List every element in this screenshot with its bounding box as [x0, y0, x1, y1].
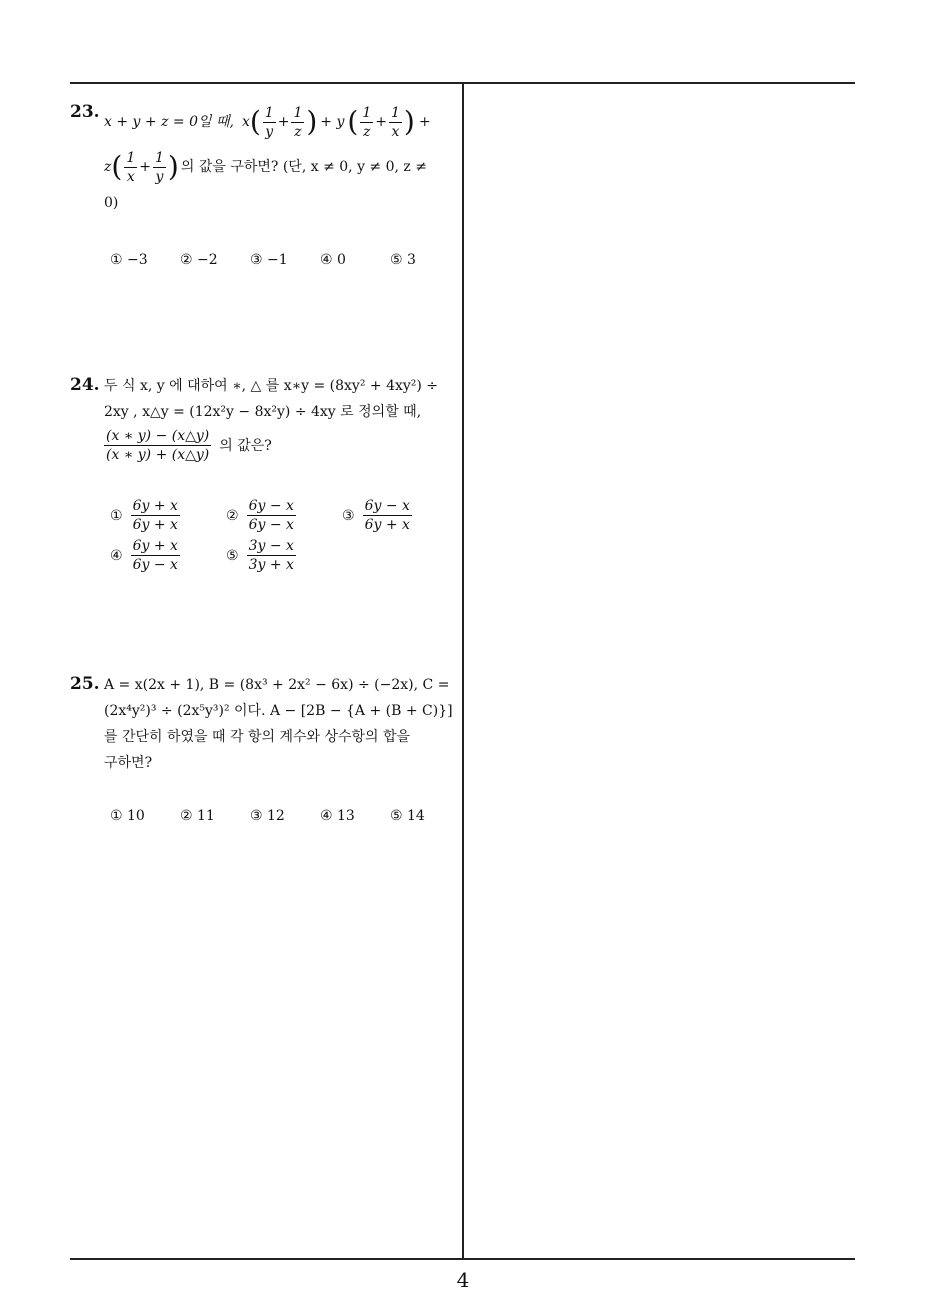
- paren-glyph: (: [249, 105, 261, 138]
- stem-line-1: 두 식 x, y 에 대하여 ∗, △ 를 x∗y = (8xy² + 4xy²) ÷: [104, 378, 439, 394]
- question-number: 24.: [70, 375, 100, 395]
- fraction: $\frac{1}{z}$: [362, 104, 372, 140]
- stem-line-1: A = x(2x + 1), B = (8x³ + 2x² − 6x) ÷ (−2x), C =: [104, 677, 450, 693]
- option-1[interactable]: ① $\frac{6y + x}{6y + x}$: [110, 498, 178, 533]
- expr-text: z: [104, 159, 112, 175]
- stem-text: 의 값은?: [219, 437, 272, 454]
- option-2[interactable]: ② $\frac{6y - x}{6y - x}$: [226, 498, 294, 533]
- page-number: 4: [456, 1268, 470, 1292]
- stem-line-3: 0): [104, 195, 119, 211]
- option-5[interactable]: ⑤ 14: [390, 808, 425, 824]
- option-5[interactable]: ⑤ $\frac{3y - x}{3y + x}$: [226, 538, 294, 573]
- stem-line-3: 를 간단히 하였을 때 각 항의 계수와 상수항의 합을: [104, 729, 411, 745]
- column-divider: [462, 82, 464, 1259]
- answer-options: [110, 497, 450, 577]
- fraction: $\frac{1}{x}$: [390, 104, 400, 140]
- question-stem: [104, 672, 456, 776]
- option-3[interactable]: ③ 12: [250, 808, 285, 824]
- paren-glyph: (: [111, 150, 123, 183]
- question-25: [70, 672, 460, 832]
- expr-text: x: [241, 114, 250, 130]
- option-2[interactable]: ② −2: [180, 252, 218, 268]
- stem-line-2: [104, 144, 456, 190]
- fraction: $\frac{1}{y}$: [264, 104, 274, 140]
- plus-sign: +: [139, 159, 151, 175]
- option-4[interactable]: ④ $\frac{6y + x}{6y - x}$: [110, 538, 178, 573]
- option-4[interactable]: ④ 13: [320, 808, 355, 824]
- stem-line-2: 2xy , x△y = (12x²y − 8x²y) ÷ 4xy 로 정의할 때,: [104, 404, 422, 420]
- option-3[interactable]: ③ $\frac{6y - x}{6y + x}$: [342, 498, 410, 533]
- paren-glyph: ): [167, 150, 179, 183]
- stem-line-2: (2x⁴y²)³ ÷ (2x⁵y³)² 이다. A − [2B − {A + (B + C)}]: [104, 703, 453, 719]
- paren-glyph: ): [306, 105, 318, 138]
- option-1[interactable]: ① −3: [110, 252, 148, 268]
- fraction: $\frac{1}{y}$: [154, 149, 164, 185]
- paren-glyph: (: [347, 105, 359, 138]
- stem-text: 의 값을 구하면? (단, x ≠ 0, y ≠ 0, z ≠: [180, 159, 427, 175]
- fraction: $\frac{1}{z}$: [293, 104, 303, 140]
- question-24: [70, 373, 460, 583]
- fraction: $\frac{(x ∗ y) - (x\triangle y)}{(x ∗ y) + (x\triangle y)}$: [106, 428, 210, 463]
- option-1[interactable]: ① 10: [110, 808, 145, 824]
- stem-line-3: [104, 427, 456, 464]
- option-4[interactable]: ④ 0: [320, 252, 346, 268]
- question-stem: [104, 100, 456, 216]
- fraction: $\frac{1}{x}$: [126, 149, 136, 185]
- plus-sign: +: [375, 114, 387, 130]
- option-3[interactable]: ③ −1: [250, 252, 288, 268]
- plus-sign: +: [418, 114, 431, 130]
- question-number: 25.: [70, 674, 100, 694]
- bottom-rule: [70, 1258, 855, 1260]
- question-number: 23.: [70, 102, 100, 122]
- plus-sign: +: [277, 114, 290, 130]
- stem-line-4: 구하면?: [104, 755, 153, 771]
- option-5[interactable]: ⑤ 3: [390, 252, 416, 268]
- option-2[interactable]: ② 11: [180, 808, 215, 824]
- stem-line-1: [104, 100, 456, 144]
- question-stem: [104, 373, 456, 464]
- expr-text: + y: [320, 114, 345, 130]
- stem-text: x + y + z = 0일 때,: [104, 114, 234, 130]
- paren-glyph: ): [403, 105, 415, 138]
- question-23: [70, 100, 460, 280]
